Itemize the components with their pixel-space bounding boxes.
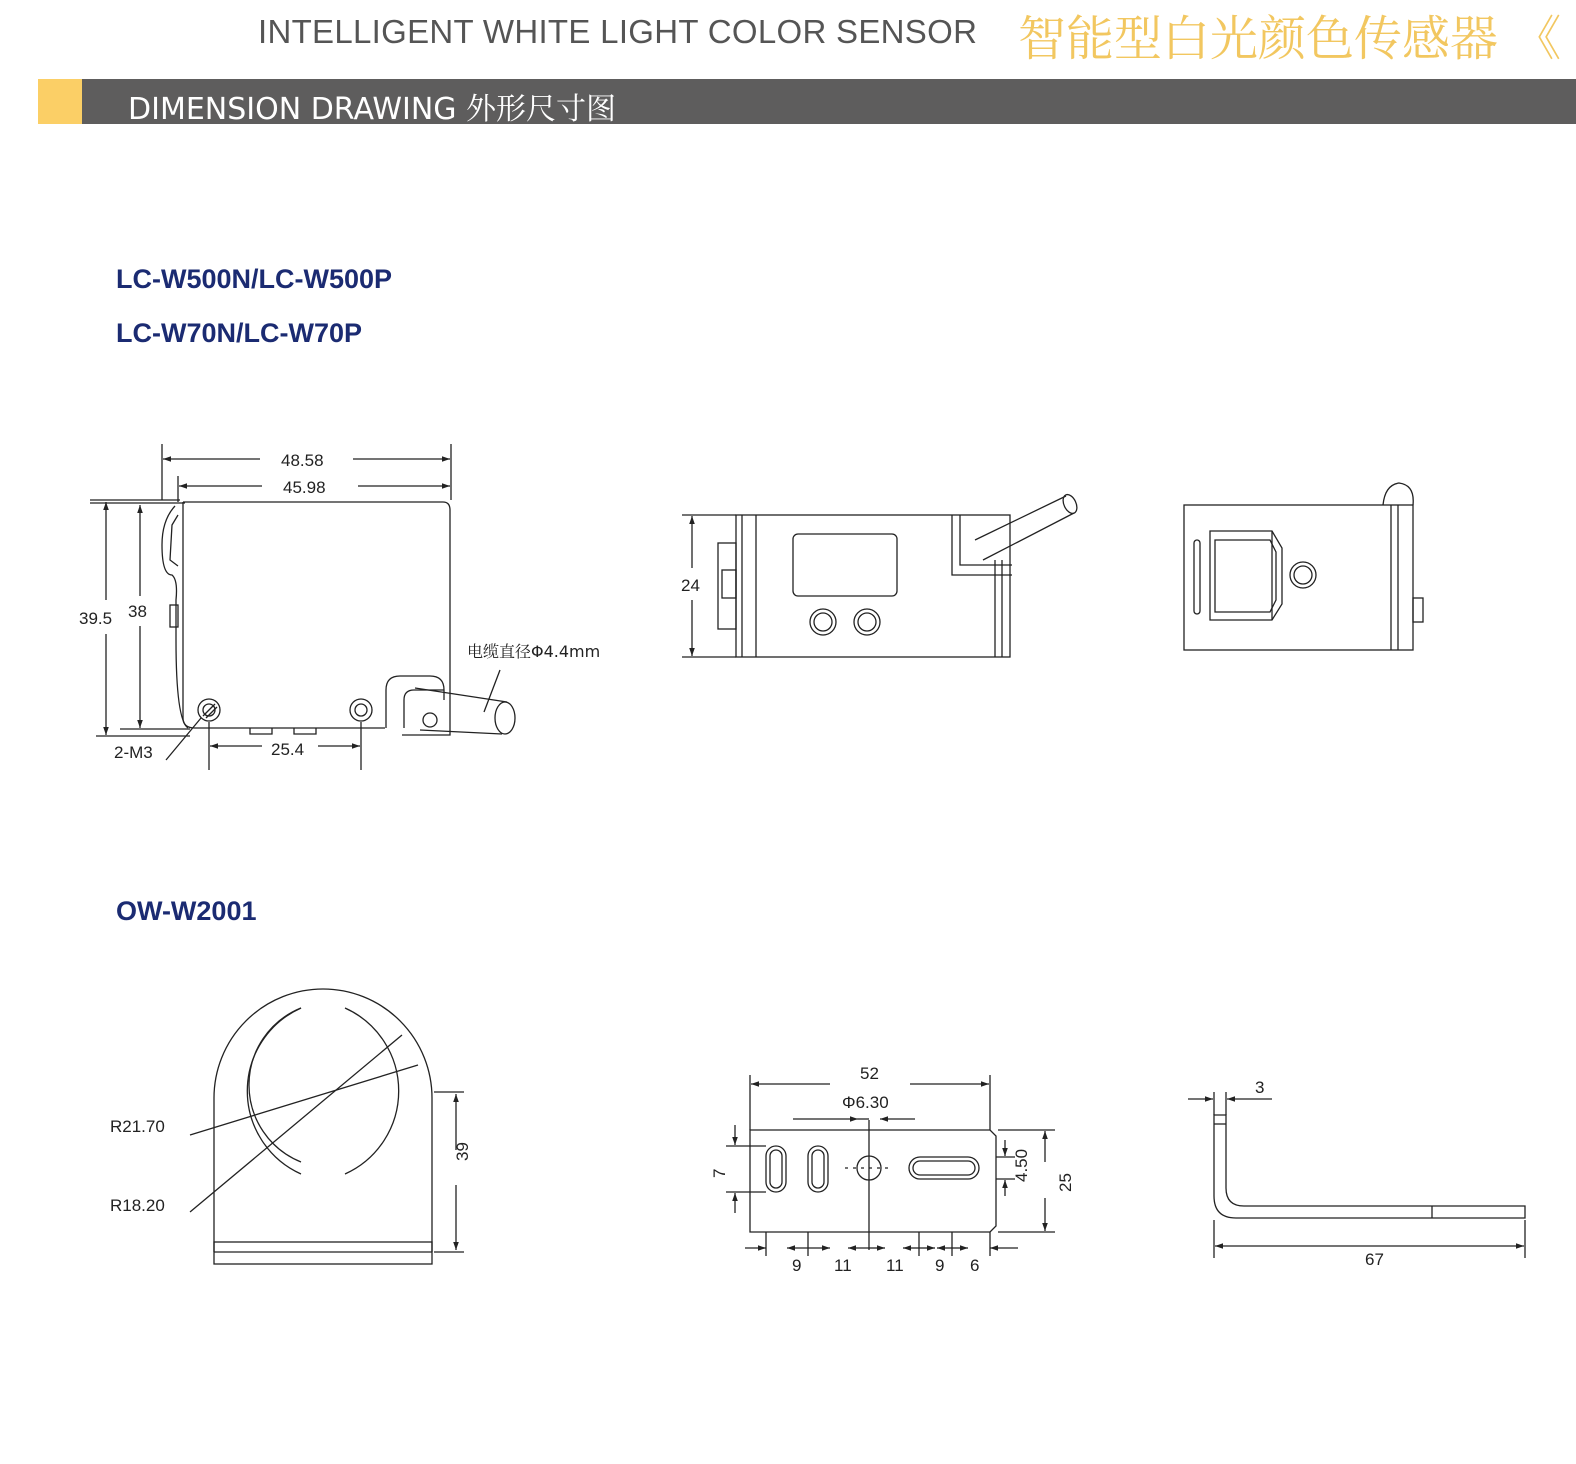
bracket-plan-view xyxy=(726,1075,1055,1256)
sensor-side-labels xyxy=(79,451,600,762)
bracket-model: OW-W2001 xyxy=(116,896,257,926)
dim-hole-pitch: 25.4 xyxy=(271,740,305,759)
dim-height-total: 39.5 xyxy=(79,609,113,628)
dim-slot-width: 4.50 xyxy=(1012,1148,1031,1182)
dim-height-body: 38 xyxy=(128,602,147,621)
sensor-top-view xyxy=(682,492,1080,657)
dim-hole-dia: Φ6.30 xyxy=(842,1093,889,1112)
dim-width-body: 45.98 xyxy=(283,478,326,497)
dim-seg5: 6 xyxy=(970,1256,980,1275)
bracket-front-view xyxy=(190,989,464,1264)
section-title: DIMENSION DRAWING 外形尺寸图 xyxy=(128,92,617,127)
dim-seg2: 11 xyxy=(834,1256,852,1275)
bracket-side-view xyxy=(1188,1092,1525,1258)
sensor-model-line1: LC-W500N/LC-W500P xyxy=(116,264,393,294)
dim-plate-height: 25 xyxy=(1056,1173,1075,1192)
dim-plate-width: 52 xyxy=(860,1064,879,1083)
dim-seg3: 11 xyxy=(886,1256,904,1275)
sensor-model-line2: LC-W70N/LC-W70P xyxy=(116,318,363,348)
dim-length: 67 xyxy=(1365,1250,1384,1269)
sensor-front-view xyxy=(1184,483,1423,650)
dim-seg4: 9 xyxy=(935,1256,945,1275)
dim-top-height: 24 xyxy=(681,576,700,595)
bracket-plan-labels xyxy=(710,1064,1075,1275)
dim-inner-radius: R18.20 xyxy=(110,1196,165,1215)
dim-outer-radius: R21.70 xyxy=(110,1117,165,1136)
dim-slot-height: 7 xyxy=(710,1168,729,1178)
dim-width-total: 48.58 xyxy=(281,451,324,470)
dim-seg1: 9 xyxy=(792,1256,802,1275)
bracket-front-labels xyxy=(110,1117,472,1215)
header-title-cn: 智能型白光颜色传感器 《 xyxy=(1018,11,1562,67)
dim-bracket-height: 39 xyxy=(453,1142,472,1161)
header-title-en: INTELLIGENT WHITE LIGHT COLOR SENSOR xyxy=(258,13,978,50)
bracket-side-labels xyxy=(1255,1078,1384,1269)
dim-screw: 2-M3 xyxy=(114,743,153,762)
dim-cable-note: 电缆直径Φ4.4mm xyxy=(467,642,601,661)
dim-thickness: 3 xyxy=(1255,1078,1265,1097)
